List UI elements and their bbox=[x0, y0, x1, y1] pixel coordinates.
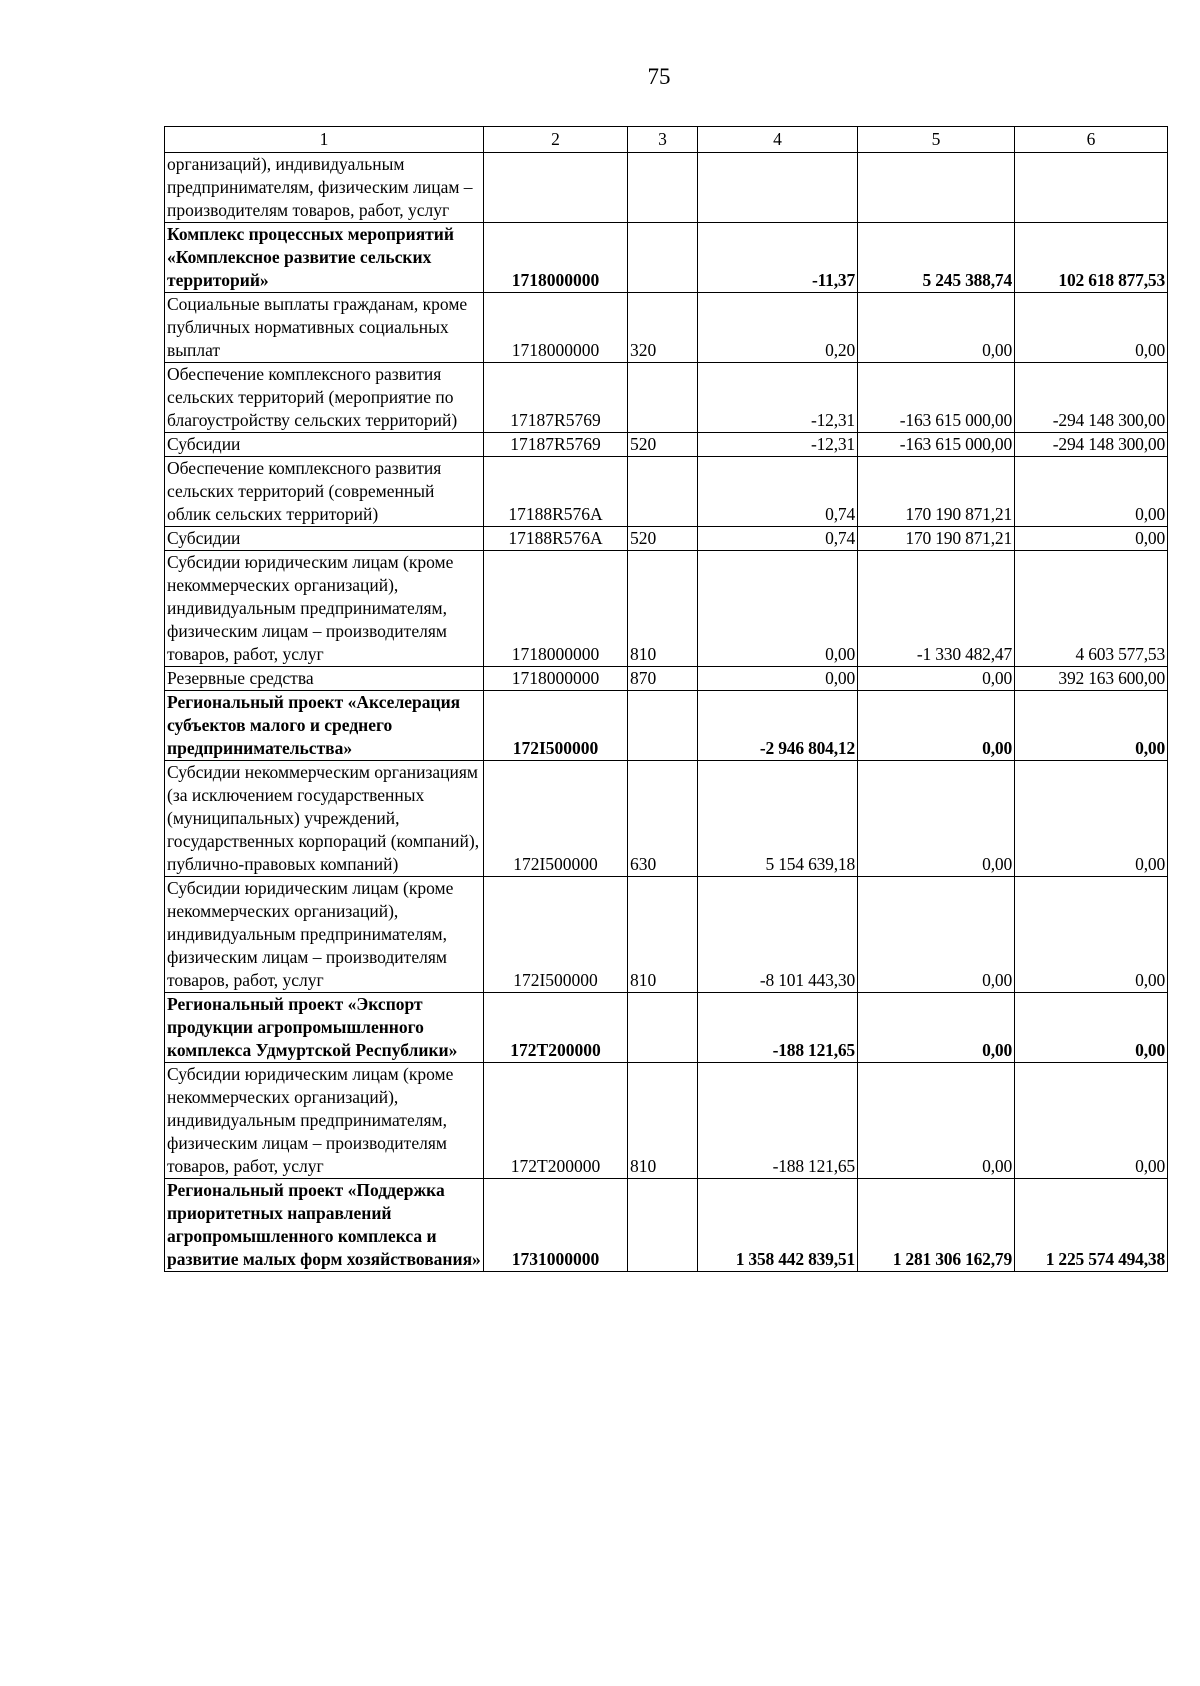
amount-col4-cell: 5 154 639,18 bbox=[698, 761, 858, 877]
row-name-cell: Региональный проект «Экспорт продукции агропромышленного комплекса Удмуртской Республики» bbox=[165, 993, 484, 1063]
target-code-cell: 1718000000 bbox=[484, 293, 628, 363]
expense-type-cell: 810 bbox=[628, 1063, 698, 1179]
amount-col6-cell: -294 148 300,00 bbox=[1015, 433, 1168, 457]
amount-col4-cell: 1 358 442 839,51 bbox=[698, 1179, 858, 1272]
amount-col4-cell: 0,00 bbox=[698, 551, 858, 667]
target-code-cell bbox=[484, 153, 628, 223]
amount-col4-cell: -11,37 bbox=[698, 223, 858, 293]
row-name-cell: Региональный проект «Поддержка приоритетных направлений агропромышленного комплекса и развитие малых форм хозяйствования» bbox=[165, 1179, 484, 1272]
amount-col6-cell: 0,00 bbox=[1015, 877, 1168, 993]
amount-col6-cell: 1 225 574 494,38 bbox=[1015, 1179, 1168, 1272]
amount-col4-cell: -12,31 bbox=[698, 363, 858, 433]
table-row bbox=[165, 457, 1168, 527]
amount-col5-cell: -163 615 000,00 bbox=[858, 363, 1015, 433]
amount-col4-cell: -12,31 bbox=[698, 433, 858, 457]
column-header: 1 bbox=[165, 127, 484, 153]
expense-type-cell bbox=[628, 691, 698, 761]
amount-col4-cell: -188 121,65 bbox=[698, 993, 858, 1063]
amount-col6-cell: 0,00 bbox=[1015, 1063, 1168, 1179]
expense-type-cell: 870 bbox=[628, 667, 698, 691]
row-name-cell: Субсидии юридическим лицам (кроме некоммерческих организаций), индивидуальным предпринимателям, физическим лицам – производителям товаров, работ, услуг bbox=[165, 1063, 484, 1179]
expense-type-cell: 810 bbox=[628, 551, 698, 667]
amount-col5-cell: 5 245 388,74 bbox=[858, 223, 1015, 293]
table-row bbox=[165, 363, 1168, 433]
amount-col5-cell: 0,00 bbox=[858, 293, 1015, 363]
amount-col5-cell: 170 190 871,21 bbox=[858, 527, 1015, 551]
table-row bbox=[165, 1179, 1168, 1272]
table-row bbox=[165, 551, 1168, 667]
target-code-cell: 1718000000 bbox=[484, 667, 628, 691]
budget-table bbox=[164, 126, 1168, 1272]
column-header: 3 bbox=[628, 127, 698, 153]
table-row bbox=[165, 223, 1168, 293]
row-name-cell: организаций), индивидуальным предпринимателям, физическим лицам – производителям товаров, работ, услуг bbox=[165, 153, 484, 223]
expense-type-cell bbox=[628, 993, 698, 1063]
row-name-cell: Региональный проект «Акселерация субъектов малого и среднего предпринимательства» bbox=[165, 691, 484, 761]
amount-col6-cell: -294 148 300,00 bbox=[1015, 363, 1168, 433]
row-name-cell: Субсидии юридическим лицам (кроме некоммерческих организаций), индивидуальным предпринимателям, физическим лицам – производителям товаров, работ, услуг bbox=[165, 551, 484, 667]
amount-col5-cell: 0,00 bbox=[858, 667, 1015, 691]
amount-col6-cell: 392 163 600,00 bbox=[1015, 667, 1168, 691]
target-code-cell: 17188R576A bbox=[484, 457, 628, 527]
table-row bbox=[165, 153, 1168, 223]
amount-col6-cell: 0,00 bbox=[1015, 293, 1168, 363]
row-name-cell: Субсидии юридическим лицам (кроме некоммерческих организаций), индивидуальным предпринимателям, физическим лицам – производителям товаров, работ, услуг bbox=[165, 877, 484, 993]
amount-col5-cell bbox=[858, 153, 1015, 223]
row-name-cell: Социальные выплаты гражданам, кроме публичных нормативных социальных выплат bbox=[165, 293, 484, 363]
amount-col4-cell: 0,74 bbox=[698, 457, 858, 527]
expense-type-cell bbox=[628, 457, 698, 527]
target-code-cell: 172I500000 bbox=[484, 691, 628, 761]
row-name-cell: Субсидии bbox=[165, 433, 484, 457]
target-code-cell: 172I500000 bbox=[484, 761, 628, 877]
table-row bbox=[165, 433, 1168, 457]
column-header: 2 bbox=[484, 127, 628, 153]
amount-col5-cell: 0,00 bbox=[858, 1063, 1015, 1179]
expense-type-cell bbox=[628, 223, 698, 293]
expense-type-cell bbox=[628, 1179, 698, 1272]
amount-col5-cell: 170 190 871,21 bbox=[858, 457, 1015, 527]
amount-col5-cell: 0,00 bbox=[858, 691, 1015, 761]
row-name-cell: Резервные средства bbox=[165, 667, 484, 691]
expense-type-cell: 810 bbox=[628, 877, 698, 993]
amount-col5-cell: 0,00 bbox=[858, 761, 1015, 877]
table-row bbox=[165, 293, 1168, 363]
amount-col4-cell: -188 121,65 bbox=[698, 1063, 858, 1179]
amount-col4-cell: -8 101 443,30 bbox=[698, 877, 858, 993]
amount-col5-cell: 1 281 306 162,79 bbox=[858, 1179, 1015, 1272]
amount-col6-cell: 0,00 bbox=[1015, 691, 1168, 761]
amount-col4-cell: 0,20 bbox=[698, 293, 858, 363]
column-header: 5 bbox=[858, 127, 1015, 153]
amount-col4-cell: -2 946 804,12 bbox=[698, 691, 858, 761]
amount-col6-cell: 0,00 bbox=[1015, 993, 1168, 1063]
expense-type-cell bbox=[628, 153, 698, 223]
expense-type-cell: 520 bbox=[628, 527, 698, 551]
amount-col6-cell: 0,00 bbox=[1015, 761, 1168, 877]
amount-col4-cell: 0,74 bbox=[698, 527, 858, 551]
target-code-cell: 17187R5769 bbox=[484, 433, 628, 457]
table-row bbox=[165, 761, 1168, 877]
amount-col6-cell: 102 618 877,53 bbox=[1015, 223, 1168, 293]
row-name-cell: Субсидии bbox=[165, 527, 484, 551]
target-code-cell: 17187R5769 bbox=[484, 363, 628, 433]
amount-col6-cell: 0,00 bbox=[1015, 527, 1168, 551]
amount-col5-cell: 0,00 bbox=[858, 993, 1015, 1063]
column-number-row bbox=[165, 127, 1168, 153]
expense-type-cell: 320 bbox=[628, 293, 698, 363]
amount-col4-cell: 0,00 bbox=[698, 667, 858, 691]
table-row bbox=[165, 877, 1168, 993]
column-header: 6 bbox=[1015, 127, 1168, 153]
target-code-cell: 172I500000 bbox=[484, 877, 628, 993]
amount-col5-cell: -163 615 000,00 bbox=[858, 433, 1015, 457]
target-code-cell: 17188R576A bbox=[484, 527, 628, 551]
table-row bbox=[165, 691, 1168, 761]
table-row bbox=[165, 527, 1168, 551]
amount-col4-cell bbox=[698, 153, 858, 223]
target-code-cell: 1718000000 bbox=[484, 223, 628, 293]
column-header: 4 bbox=[698, 127, 858, 153]
table-row bbox=[165, 993, 1168, 1063]
amount-col5-cell: -1 330 482,47 bbox=[858, 551, 1015, 667]
target-code-cell: 172T200000 bbox=[484, 1063, 628, 1179]
expense-type-cell: 520 bbox=[628, 433, 698, 457]
table-row bbox=[165, 1063, 1168, 1179]
expense-type-cell bbox=[628, 363, 698, 433]
page-number: 75 bbox=[647, 64, 671, 89]
row-name-cell: Обеспечение комплексного развития сельских территорий (мероприятие по благоустройству сельских территорий) bbox=[165, 363, 484, 433]
row-name-cell: Субсидии некоммерческим организациям (за исключением государственных (муниципальных) учреждений, государственных корпораций (компаний), публично-правовых компаний) bbox=[165, 761, 484, 877]
row-name-cell: Комплекс процессных мероприятий «Комплексное развитие сельских территорий» bbox=[165, 223, 484, 293]
amount-col6-cell: 0,00 bbox=[1015, 457, 1168, 527]
row-name-cell: Обеспечение комплексного развития сельских территорий (современный облик сельских территорий) bbox=[165, 457, 484, 527]
target-code-cell: 1731000000 bbox=[484, 1179, 628, 1272]
amount-col6-cell: 4 603 577,53 bbox=[1015, 551, 1168, 667]
target-code-cell: 172T200000 bbox=[484, 993, 628, 1063]
amount-col6-cell bbox=[1015, 153, 1168, 223]
table-row bbox=[165, 667, 1168, 691]
target-code-cell: 1718000000 bbox=[484, 551, 628, 667]
expense-type-cell: 630 bbox=[628, 761, 698, 877]
amount-col5-cell: 0,00 bbox=[858, 877, 1015, 993]
